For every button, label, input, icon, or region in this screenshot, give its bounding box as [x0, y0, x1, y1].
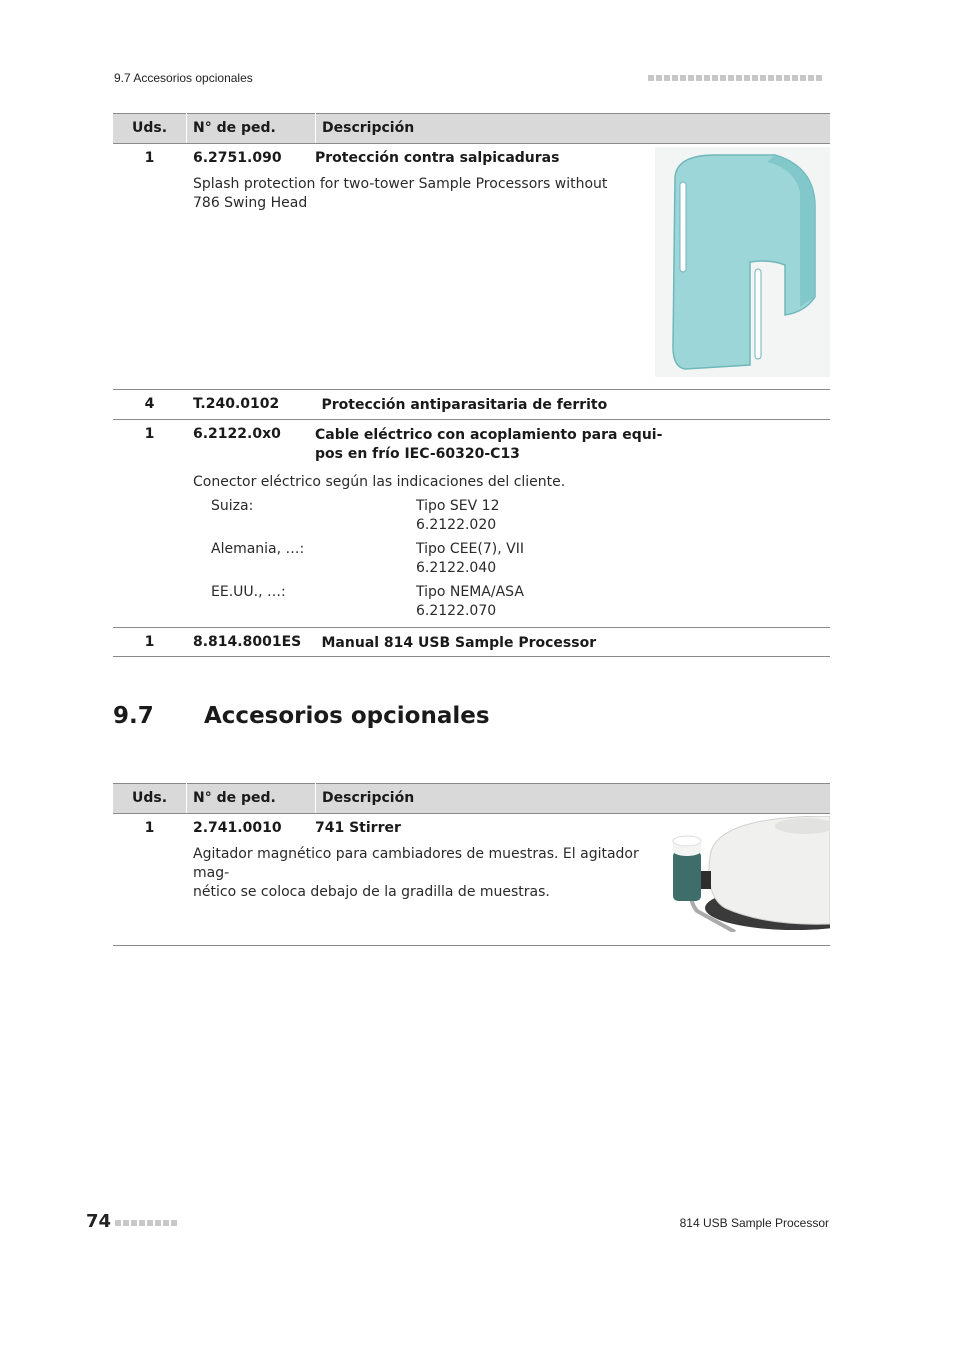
variant-row [193, 497, 830, 535]
page-number: 74 [86, 1211, 112, 1232]
parts-table-2 [113, 783, 830, 946]
image-cell [655, 814, 830, 946]
item-cell [187, 814, 656, 946]
table-row [113, 390, 830, 420]
col-header-part-no: N° de ped. [187, 114, 316, 144]
col-header-description: Descripción [316, 784, 831, 814]
item-description: Splash protection for two-tower Sample Processors without 786 Swing Head [193, 176, 608, 211]
qty-cell: 1 [113, 144, 187, 390]
footer-decorative-dots [115, 1220, 177, 1226]
qty-cell: 1 [113, 420, 187, 628]
item-description: Conector eléctrico según las indicaciones del cliente. [193, 474, 566, 490]
variant-code: 6.2122.020 [416, 517, 497, 533]
variant-country: Alemania, …: [211, 541, 305, 557]
description-line: Agitador magnético para cambiadores de muestras. El agitador mag- [193, 846, 639, 881]
table-row [113, 628, 830, 657]
section-number: 9.7 [113, 703, 154, 729]
item-title: Protección contra salpicaduras [315, 150, 560, 166]
variant-list [193, 497, 830, 621]
qty-cell: 1 [113, 814, 187, 946]
variant-type: Tipo CEE(7), VII [416, 541, 524, 557]
table-header-row [113, 114, 830, 144]
part-number: T.240.0102 [187, 390, 316, 420]
variant-row [193, 540, 830, 578]
parts-table-1 [113, 113, 830, 657]
item-description [193, 845, 655, 902]
variant-type: Tipo SEV 12 [416, 498, 500, 514]
qty-cell: 1 [113, 628, 187, 657]
item-title: Manual 814 USB Sample Processor [316, 628, 831, 657]
qty-cell: 4 [113, 390, 187, 420]
col-header-qty: Uds. [113, 784, 187, 814]
running-header-section: 9.7 Accesorios opcionales [114, 71, 253, 85]
part-number: 6.2122.0x0 [193, 426, 281, 442]
image-cell [655, 144, 830, 390]
footer-doc-title: 814 USB Sample Processor [679, 1216, 829, 1230]
part-number: 2.741.0010 [193, 820, 282, 836]
item-cell [187, 144, 656, 390]
part-number: 6.2751.090 [193, 150, 282, 166]
item-title-line: pos en frío IEC-60320-C13 [315, 446, 520, 462]
section-title: Accesorios opcionales [204, 703, 490, 729]
item-title: Protección antiparasitaria de ferrito [316, 390, 831, 420]
table-header-row [113, 784, 830, 814]
col-header-description: Descripción [316, 114, 831, 144]
col-header-qty: Uds. [113, 114, 187, 144]
description-line: nético se coloca debajo de la gradilla de muestras. [193, 884, 550, 900]
variant-code: 6.2122.070 [416, 603, 497, 619]
col-header-part-no: N° de ped. [187, 784, 316, 814]
header-decorative-dots [648, 75, 822, 81]
variant-country: EE.UU., …: [211, 584, 286, 600]
item-title-line: Cable eléctrico con acoplamiento para equi- [315, 427, 663, 443]
item-title: 741 Stirrer [315, 820, 401, 836]
table-row [113, 144, 830, 390]
variant-type: Tipo NEMA/ASA [416, 584, 524, 600]
stirrer-image [655, 816, 830, 932]
variant-country: Suiza: [211, 498, 254, 514]
variant-code: 6.2122.040 [416, 560, 497, 576]
table-row [113, 814, 830, 946]
part-number: 8.814.8001ES [187, 628, 316, 657]
section-heading [113, 703, 490, 729]
variant-row [193, 583, 830, 621]
item-cell [187, 420, 831, 628]
item-title [315, 426, 662, 464]
table-row [113, 420, 830, 628]
splash-protection-image [655, 147, 830, 377]
